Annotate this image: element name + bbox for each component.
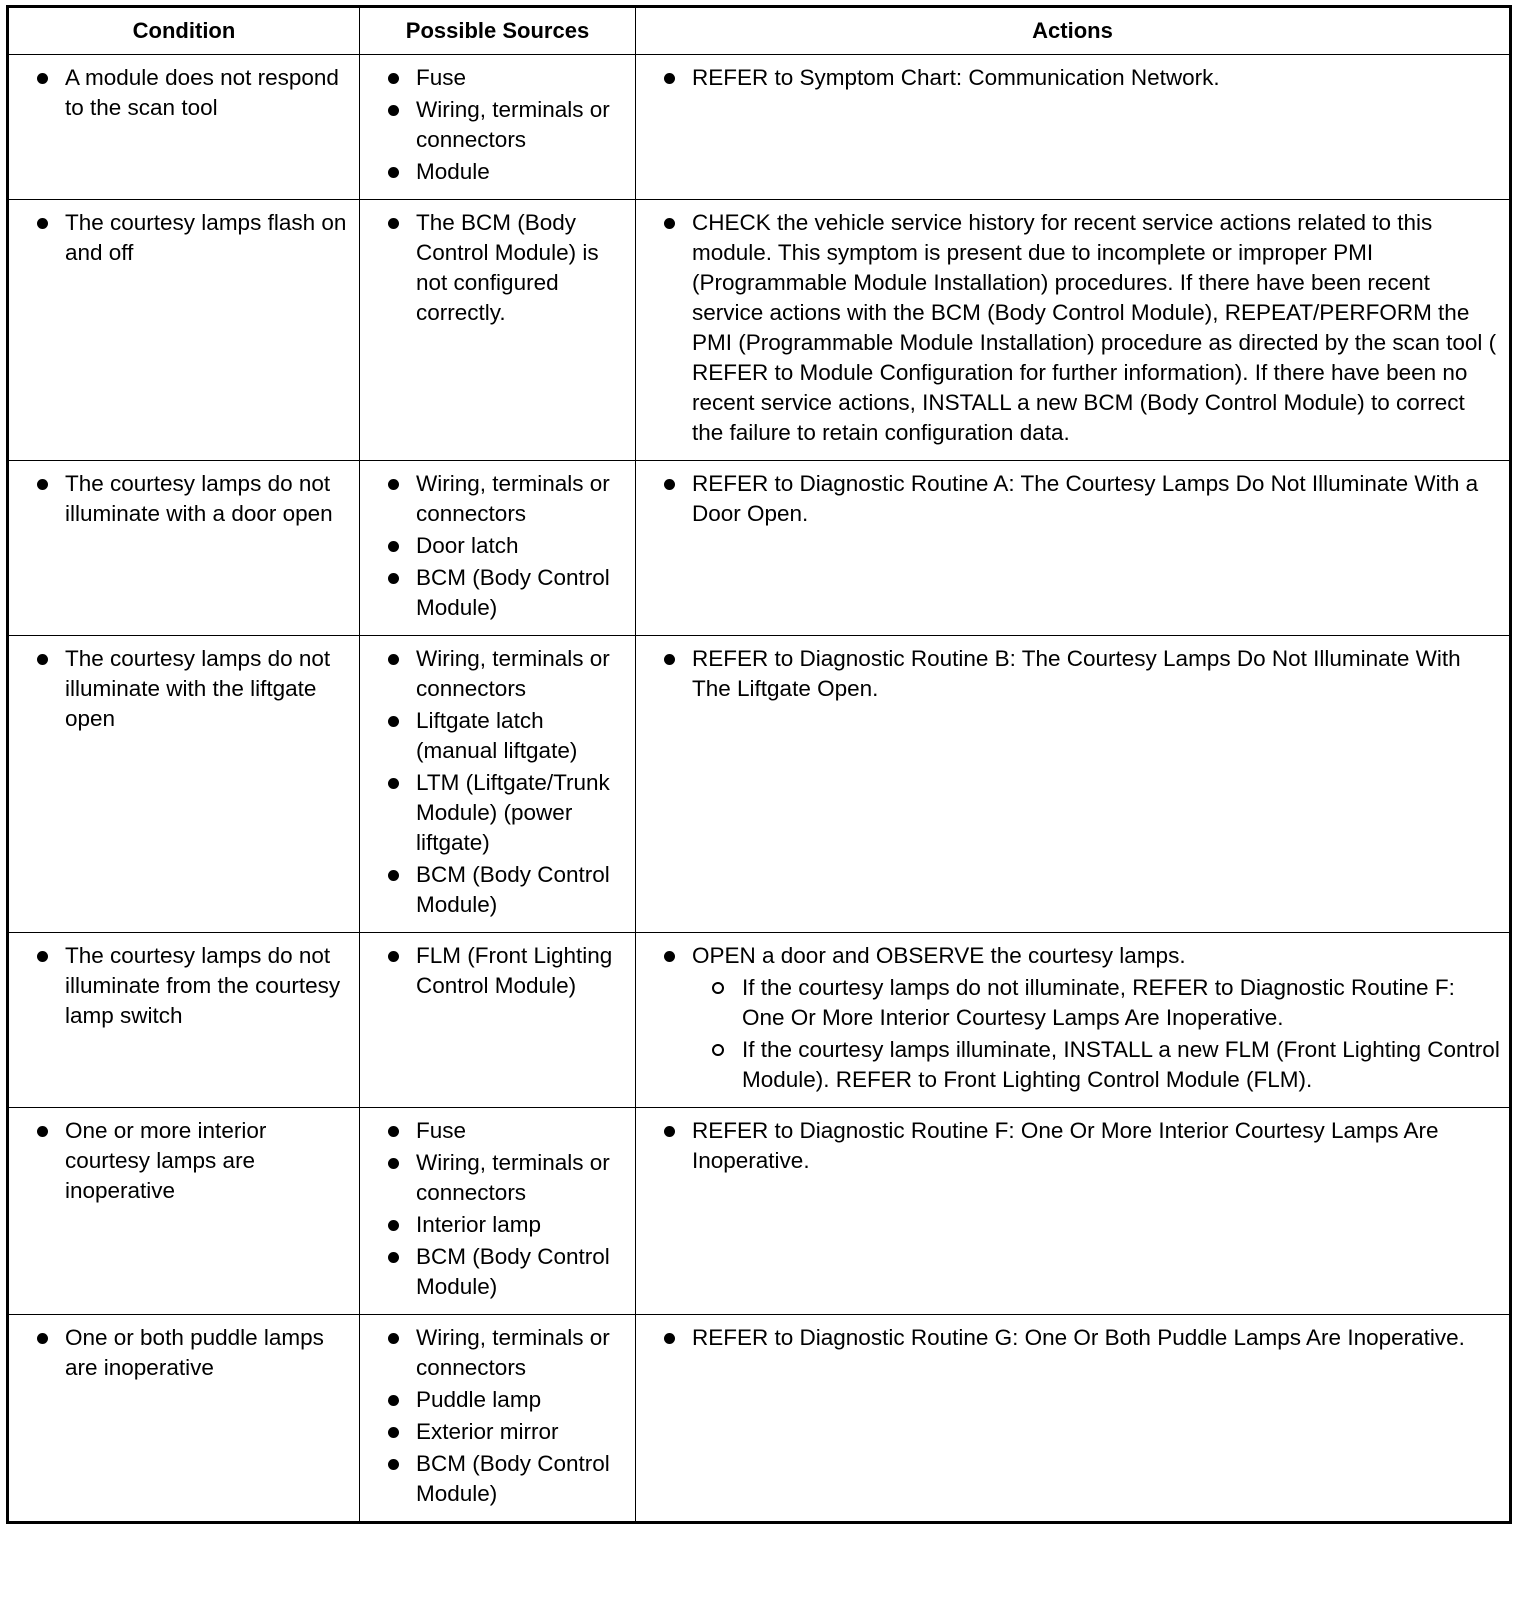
actions-cell <box>636 1315 1511 1523</box>
header-possible-sources: Possible Sources <box>360 7 636 55</box>
action-item <box>642 941 1501 1095</box>
source-item: LTM (Liftgate/Trunk Module) (power liftgate) <box>366 768 627 858</box>
action-sub-item: If the courtesy lamps illuminate, INSTALL a new FLM (Front Lighting Control Module). REFER to Front Lighting Control Module (FLM). <box>692 1035 1501 1095</box>
actions-cell <box>636 636 1511 933</box>
sources-list <box>366 208 627 328</box>
sources-list <box>366 1116 627 1302</box>
header-condition: Condition <box>8 7 360 55</box>
condition-item: One or more interior courtesy lamps are inoperative <box>15 1116 351 1206</box>
source-item: Liftgate latch (manual liftgate) <box>366 706 627 766</box>
source-item: BCM (Body Control Module) <box>366 1242 627 1302</box>
action-sub-list <box>692 973 1501 1095</box>
table-row <box>8 461 1511 636</box>
source-item: The BCM (Body Control Module) is not configured correctly. <box>366 208 627 328</box>
source-item: Module <box>366 157 627 187</box>
actions-cell <box>636 55 1511 200</box>
condition-cell <box>8 1315 360 1523</box>
source-item: BCM (Body Control Module) <box>366 563 627 623</box>
condition-list <box>15 1323 351 1383</box>
condition-cell <box>8 461 360 636</box>
possible-sources-cell <box>360 55 636 200</box>
table-row <box>8 636 1511 933</box>
action-text: REFER to Diagnostic Routine F: One Or More Interior Courtesy Lamps Are Inoperative. <box>692 1118 1439 1173</box>
possible-sources-cell <box>360 200 636 461</box>
condition-list <box>15 1116 351 1206</box>
source-item: Wiring, terminals or connectors <box>366 644 627 704</box>
possible-sources-cell <box>360 1315 636 1523</box>
actions-cell <box>636 1108 1511 1315</box>
table-row <box>8 1108 1511 1315</box>
source-item: Wiring, terminals or connectors <box>366 1148 627 1208</box>
actions-cell <box>636 200 1511 461</box>
header-row <box>8 7 1511 55</box>
table-row <box>8 1315 1511 1523</box>
condition-cell <box>8 55 360 200</box>
table-body <box>8 55 1511 1523</box>
actions-list <box>642 941 1501 1095</box>
possible-sources-cell <box>360 1108 636 1315</box>
source-item: Interior lamp <box>366 1210 627 1240</box>
action-text: CHECK the vehicle service history for recent service actions related to this module. This symptom is present due to incomplete or improper PMI (Programmable Module Installation) procedures. If there have been recent service actions with the BCM (Body Control Module), REPEAT/PERFORM the PMI (Programmable Module Installation) procedure as directed by the scan tool ( REFER to Module Configuration for further information). If there have been no recent service actions, INSTALL a new BCM (Body Control Module) to correct the failure to retain configuration data. <box>692 210 1497 445</box>
action-text: REFER to Diagnostic Routine A: The Courtesy Lamps Do Not Illuminate With a Door Open. <box>692 471 1479 526</box>
action-item <box>642 208 1501 448</box>
source-item: FLM (Front Lighting Control Module) <box>366 941 627 1001</box>
symptom-table <box>6 5 1512 1524</box>
sources-list <box>366 63 627 187</box>
source-item: Wiring, terminals or connectors <box>366 1323 627 1383</box>
actions-list <box>642 208 1501 448</box>
condition-cell <box>8 1108 360 1315</box>
source-item: Fuse <box>366 1116 627 1146</box>
condition-item: A module does not respond to the scan tool <box>15 63 351 123</box>
condition-cell <box>8 933 360 1108</box>
action-text: REFER to Diagnostic Routine B: The Courtesy Lamps Do Not Illuminate With The Liftgate Open. <box>692 646 1461 701</box>
source-item: Wiring, terminals or connectors <box>366 95 627 155</box>
possible-sources-cell <box>360 461 636 636</box>
condition-list <box>15 941 351 1031</box>
action-item <box>642 63 1501 93</box>
action-item <box>642 1116 1501 1176</box>
actions-list <box>642 1323 1501 1353</box>
condition-item: The courtesy lamps flash on and off <box>15 208 351 268</box>
source-item: Fuse <box>366 63 627 93</box>
actions-cell <box>636 461 1511 636</box>
symptom-chart <box>6 5 1512 1524</box>
action-item <box>642 469 1501 529</box>
table-row <box>8 933 1511 1108</box>
source-item: BCM (Body Control Module) <box>366 1449 627 1509</box>
action-item <box>642 644 1501 704</box>
table-row <box>8 200 1511 461</box>
possible-sources-cell <box>360 933 636 1108</box>
possible-sources-cell <box>360 636 636 933</box>
table-row <box>8 55 1511 200</box>
source-item: Wiring, terminals or connectors <box>366 469 627 529</box>
actions-list <box>642 469 1501 529</box>
condition-list <box>15 644 351 734</box>
sources-list <box>366 644 627 920</box>
sources-list <box>366 469 627 623</box>
condition-list <box>15 208 351 268</box>
condition-item: The courtesy lamps do not illuminate with a door open <box>15 469 351 529</box>
condition-item: The courtesy lamps do not illuminate with the liftgate open <box>15 644 351 734</box>
actions-list <box>642 644 1501 704</box>
condition-cell <box>8 200 360 461</box>
condition-item: The courtesy lamps do not illuminate from the courtesy lamp switch <box>15 941 351 1031</box>
header-actions: Actions <box>636 7 1511 55</box>
condition-list <box>15 469 351 529</box>
condition-list <box>15 63 351 123</box>
sources-list <box>366 941 627 1001</box>
source-item: BCM (Body Control Module) <box>366 860 627 920</box>
action-text: REFER to Diagnostic Routine G: One Or Both Puddle Lamps Are Inoperative. <box>692 1325 1465 1350</box>
actions-list <box>642 63 1501 93</box>
actions-cell <box>636 933 1511 1108</box>
source-item: Puddle lamp <box>366 1385 627 1415</box>
action-text: REFER to Symptom Chart: Communication Network. <box>692 65 1220 90</box>
actions-list <box>642 1116 1501 1176</box>
condition-cell <box>8 636 360 933</box>
condition-item: One or both puddle lamps are inoperative <box>15 1323 351 1383</box>
action-text: OPEN a door and OBSERVE the courtesy lamps. <box>692 943 1186 968</box>
action-sub-item: If the courtesy lamps do not illuminate, REFER to Diagnostic Routine F: One Or More Interior Courtesy Lamps Are Inoperative. <box>692 973 1501 1033</box>
source-item: Exterior mirror <box>366 1417 627 1447</box>
action-item <box>642 1323 1501 1353</box>
source-item: Door latch <box>366 531 627 561</box>
sources-list <box>366 1323 627 1509</box>
